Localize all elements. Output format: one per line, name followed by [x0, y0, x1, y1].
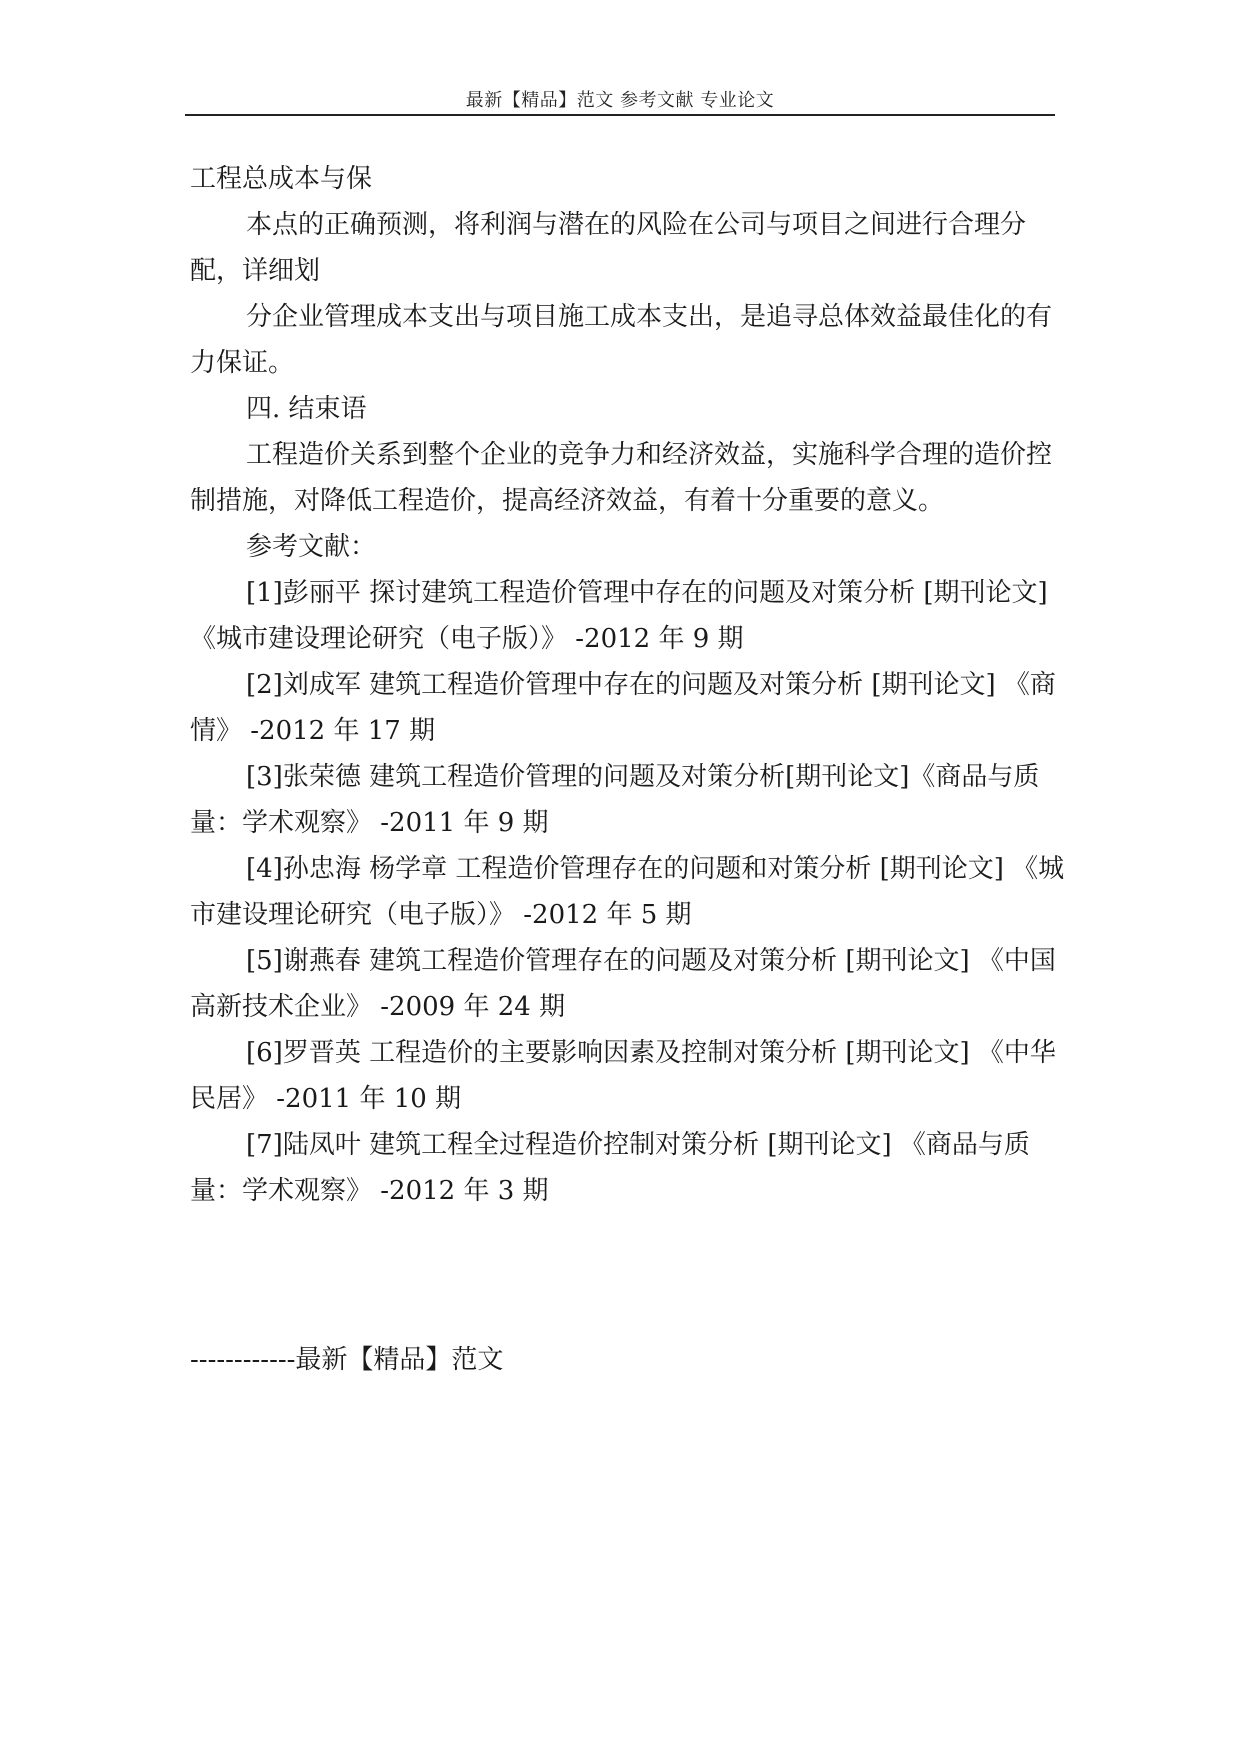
document-body — [190, 156, 1070, 1214]
reference-item: [3]张荣德 建筑工程造价管理的问题及对策分析[期刊论文]《商品与质量：学术观察》 -2011 年 9 期 — [190, 762, 1040, 838]
reference-item: [4]孙忠海 杨学章 工程造价管理存在的问题和对策分析 [期刊论文] 《城市建设理论研究（电子版）》 -2012 年 5 期 — [190, 854, 1065, 930]
reference-item: [7]陆凤叶 建筑工程全过程造价控制对策分析 [期刊论文] 《商品与质量：学术观察》 -2012 年 3 期 — [190, 1130, 1030, 1206]
paragraph: 工程造价关系到整个企业的竞争力和经济效益，实施科学合理的造价控制措施，对降低工程造价，提高经济效益，有着十分重要的意义。 — [190, 440, 1053, 516]
references-heading: 参考文献： — [246, 532, 377, 562]
page-header: 最新【精品】范文 参考文献 专业论文 — [465, 90, 775, 111]
reference-item: [2]刘成军 建筑工程造价管理中存在的问题及对策分析 [期刊论文] 《商情》 -2012 年 17 期 — [190, 670, 1056, 746]
paragraph: 分企业管理成本支出与项目施工成本支出，是追寻总体效益最佳化的有力保证。 — [190, 302, 1053, 378]
header-rule — [185, 114, 1055, 116]
reference-item: [5]谢燕春 建筑工程造价管理存在的问题及对策分析 [期刊论文] 《中国高新技术企业》 -2009 年 24 期 — [190, 946, 1056, 1022]
paragraph: 本点的正确预测，将利润与潜在的风险在公司与项目之间进行合理分配，详细划 — [190, 210, 1027, 286]
page-footer: ------------最新【精品】范文 — [190, 1345, 504, 1375]
paragraph-continued: 工程总成本与保 — [190, 164, 373, 194]
section-heading: 四. 结束语 — [246, 394, 367, 424]
reference-item: [1]彭丽平 探讨建筑工程造价管理中存在的问题及对策分析 [期刊论文] 《城市建设理论研究（电子版）》 -2012 年 9 期 — [190, 578, 1048, 654]
reference-item: [6]罗晋英 工程造价的主要影响因素及控制对策分析 [期刊论文] 《中华民居》 -2011 年 10 期 — [190, 1038, 1056, 1114]
